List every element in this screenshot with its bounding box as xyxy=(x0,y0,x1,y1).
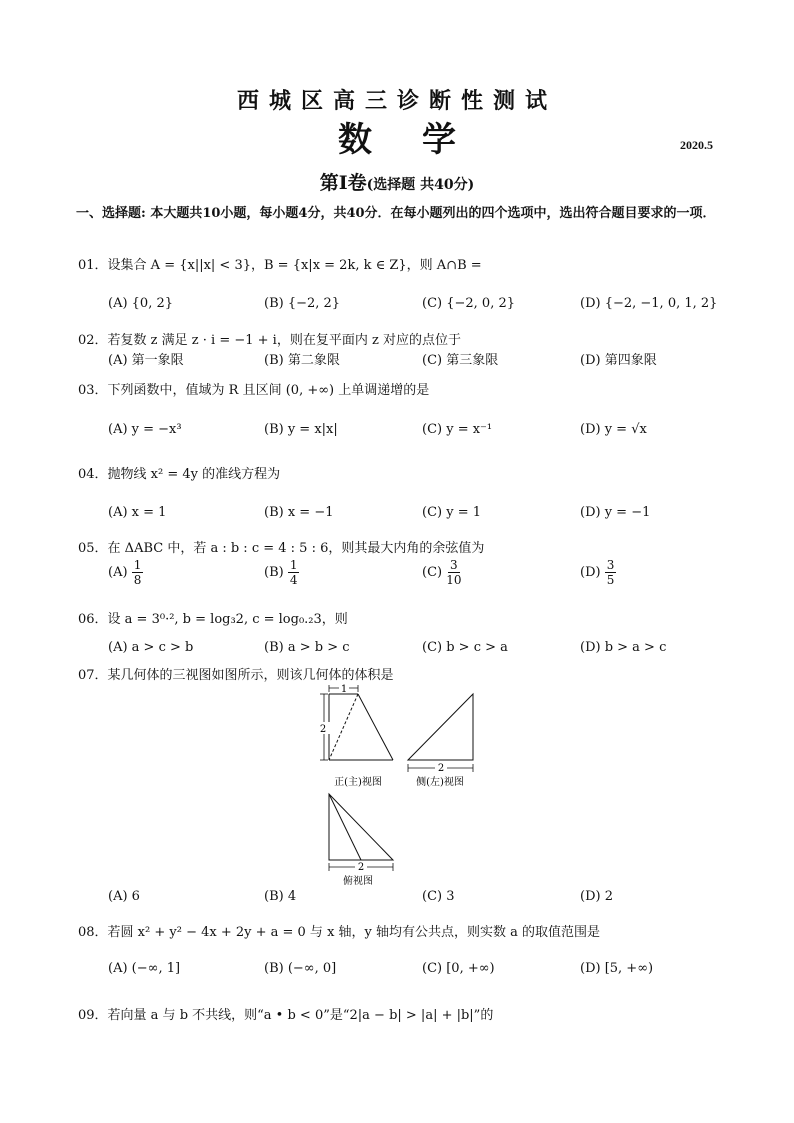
option-a: (A) (−∞, 1] xyxy=(108,961,181,976)
question-stem: 05．在 ΔABC 中，若 a : b : c = 4 : 5 : 6，则其最大内角的余弦值为 xyxy=(78,541,485,556)
option-a: (A) 第一象限 xyxy=(108,353,184,368)
option-a: (A) a > c > b xyxy=(108,640,194,655)
option-b: (B) 第二象限 xyxy=(264,353,340,368)
subject-title: 数学 xyxy=(338,120,506,160)
option-c: (C) y = 1 xyxy=(422,505,481,520)
three-view-figure xyxy=(300,684,490,890)
option-d: (D) y = −1 xyxy=(580,505,651,520)
option-c: (C) 第三象限 xyxy=(422,353,499,368)
question-stem: 06．设 a = 3⁰·², b = log₃2, c = log₀.₂3，则 xyxy=(78,612,348,627)
front-view xyxy=(318,684,393,788)
option-b: (B) y = x|x| xyxy=(264,422,338,437)
question-stem: 08．若圆 x² + y² − 4x + 2y + a = 0 与 x 轴，y 轴均有公共点，则实数 a 的取值范围是 xyxy=(78,925,601,940)
exam-title: 西城区高三诊断性测试 xyxy=(236,88,557,114)
option-b: (B) $\frac{1}{4}$ xyxy=(264,558,298,587)
option-d: (D) $\frac{3}{5}$ xyxy=(580,558,615,587)
dimension-label: 1 xyxy=(340,684,348,695)
fraction: $\frac{3}{5}$ xyxy=(606,558,615,587)
volume-label: 第Ⅰ卷 xyxy=(319,172,367,194)
volume-heading xyxy=(0,168,794,195)
question-stem: 01．设集合 A = {x||x| < 3}，B = {x|x = 2k, k ∈ Z}，则 A∩B = xyxy=(78,258,482,273)
option-d: (D) 第四象限 xyxy=(580,353,657,368)
fraction: $\frac{1}{8}$ xyxy=(133,558,142,587)
option-a: (A) $\frac{1}{8}$ xyxy=(108,558,142,587)
option-c: (C) y = x⁻¹ xyxy=(422,422,493,437)
dimension-label: 2 xyxy=(437,763,445,774)
top-view xyxy=(329,794,393,887)
option-c: (C) {−2, 0, 2} xyxy=(422,296,515,311)
option-c: (C) $\frac{3}{10}$ xyxy=(422,558,462,587)
front-view-label: 正(主)视图 xyxy=(334,777,382,788)
option-a: (A) 6 xyxy=(108,889,140,904)
option-d: (D) {−2, −1, 0, 1, 2} xyxy=(580,296,718,311)
option-b: (B) a > b > c xyxy=(264,640,350,655)
option-b: (B) x = −1 xyxy=(264,505,334,520)
option-d: (D) y = √x xyxy=(580,422,647,437)
option-d: (D) [5, +∞) xyxy=(580,961,654,976)
fraction: $\frac{1}{4}$ xyxy=(289,558,298,587)
question-stem: 07．某几何体的三视图如图所示，则该几何体的体积是 xyxy=(78,668,394,683)
option-a: (A) y = −x³ xyxy=(108,422,182,437)
question-stem: 04．抛物线 x² = 4y 的准线方程为 xyxy=(78,467,281,482)
option-d: (D) 2 xyxy=(580,889,613,904)
option-c: (C) [0, +∞) xyxy=(422,961,495,976)
option-d: (D) b > a > c xyxy=(580,640,667,655)
question-stem: 03．下列函数中，值域为 R 且区间 (0, +∞) 上单调递增的是 xyxy=(78,383,430,398)
option-a: (A) {0, 2} xyxy=(108,296,174,311)
volume-note: (选择题 共40分) xyxy=(366,177,475,193)
side-view-label: 侧(左)视图 xyxy=(416,777,464,788)
option-b: (B) {−2, 2} xyxy=(264,296,341,311)
fraction: $\frac{3}{10}$ xyxy=(446,558,462,587)
question-stem: 09．若向量 a 与 b 不共线，则“a • b < 0”是“2|a − b| > |a| + |b|”的 xyxy=(78,1008,494,1023)
question-stem: 02．若复数 z 满足 z · i = −1 + i，则在复平面内 z 对应的点位于 xyxy=(78,333,461,348)
dimension-label: 2 xyxy=(319,724,327,735)
side-view xyxy=(408,694,473,788)
top-view-label: 俯视图 xyxy=(343,876,373,887)
option-b: (B) (−∞, 0] xyxy=(264,961,337,976)
option-a: (A) x = 1 xyxy=(108,505,167,520)
option-c: (C) 3 xyxy=(422,889,455,904)
exam-date: 2020.5 xyxy=(680,138,713,152)
dimension-label: 2 xyxy=(357,862,365,873)
option-c: (C) b > c > a xyxy=(422,640,508,655)
section-instructions: 一、选择题: 本大题共10小题，每小题4分，共40分．在每小题列出的四个选项中，选出符合题目要求的一项． xyxy=(76,206,716,221)
option-b: (B) 4 xyxy=(264,889,297,904)
